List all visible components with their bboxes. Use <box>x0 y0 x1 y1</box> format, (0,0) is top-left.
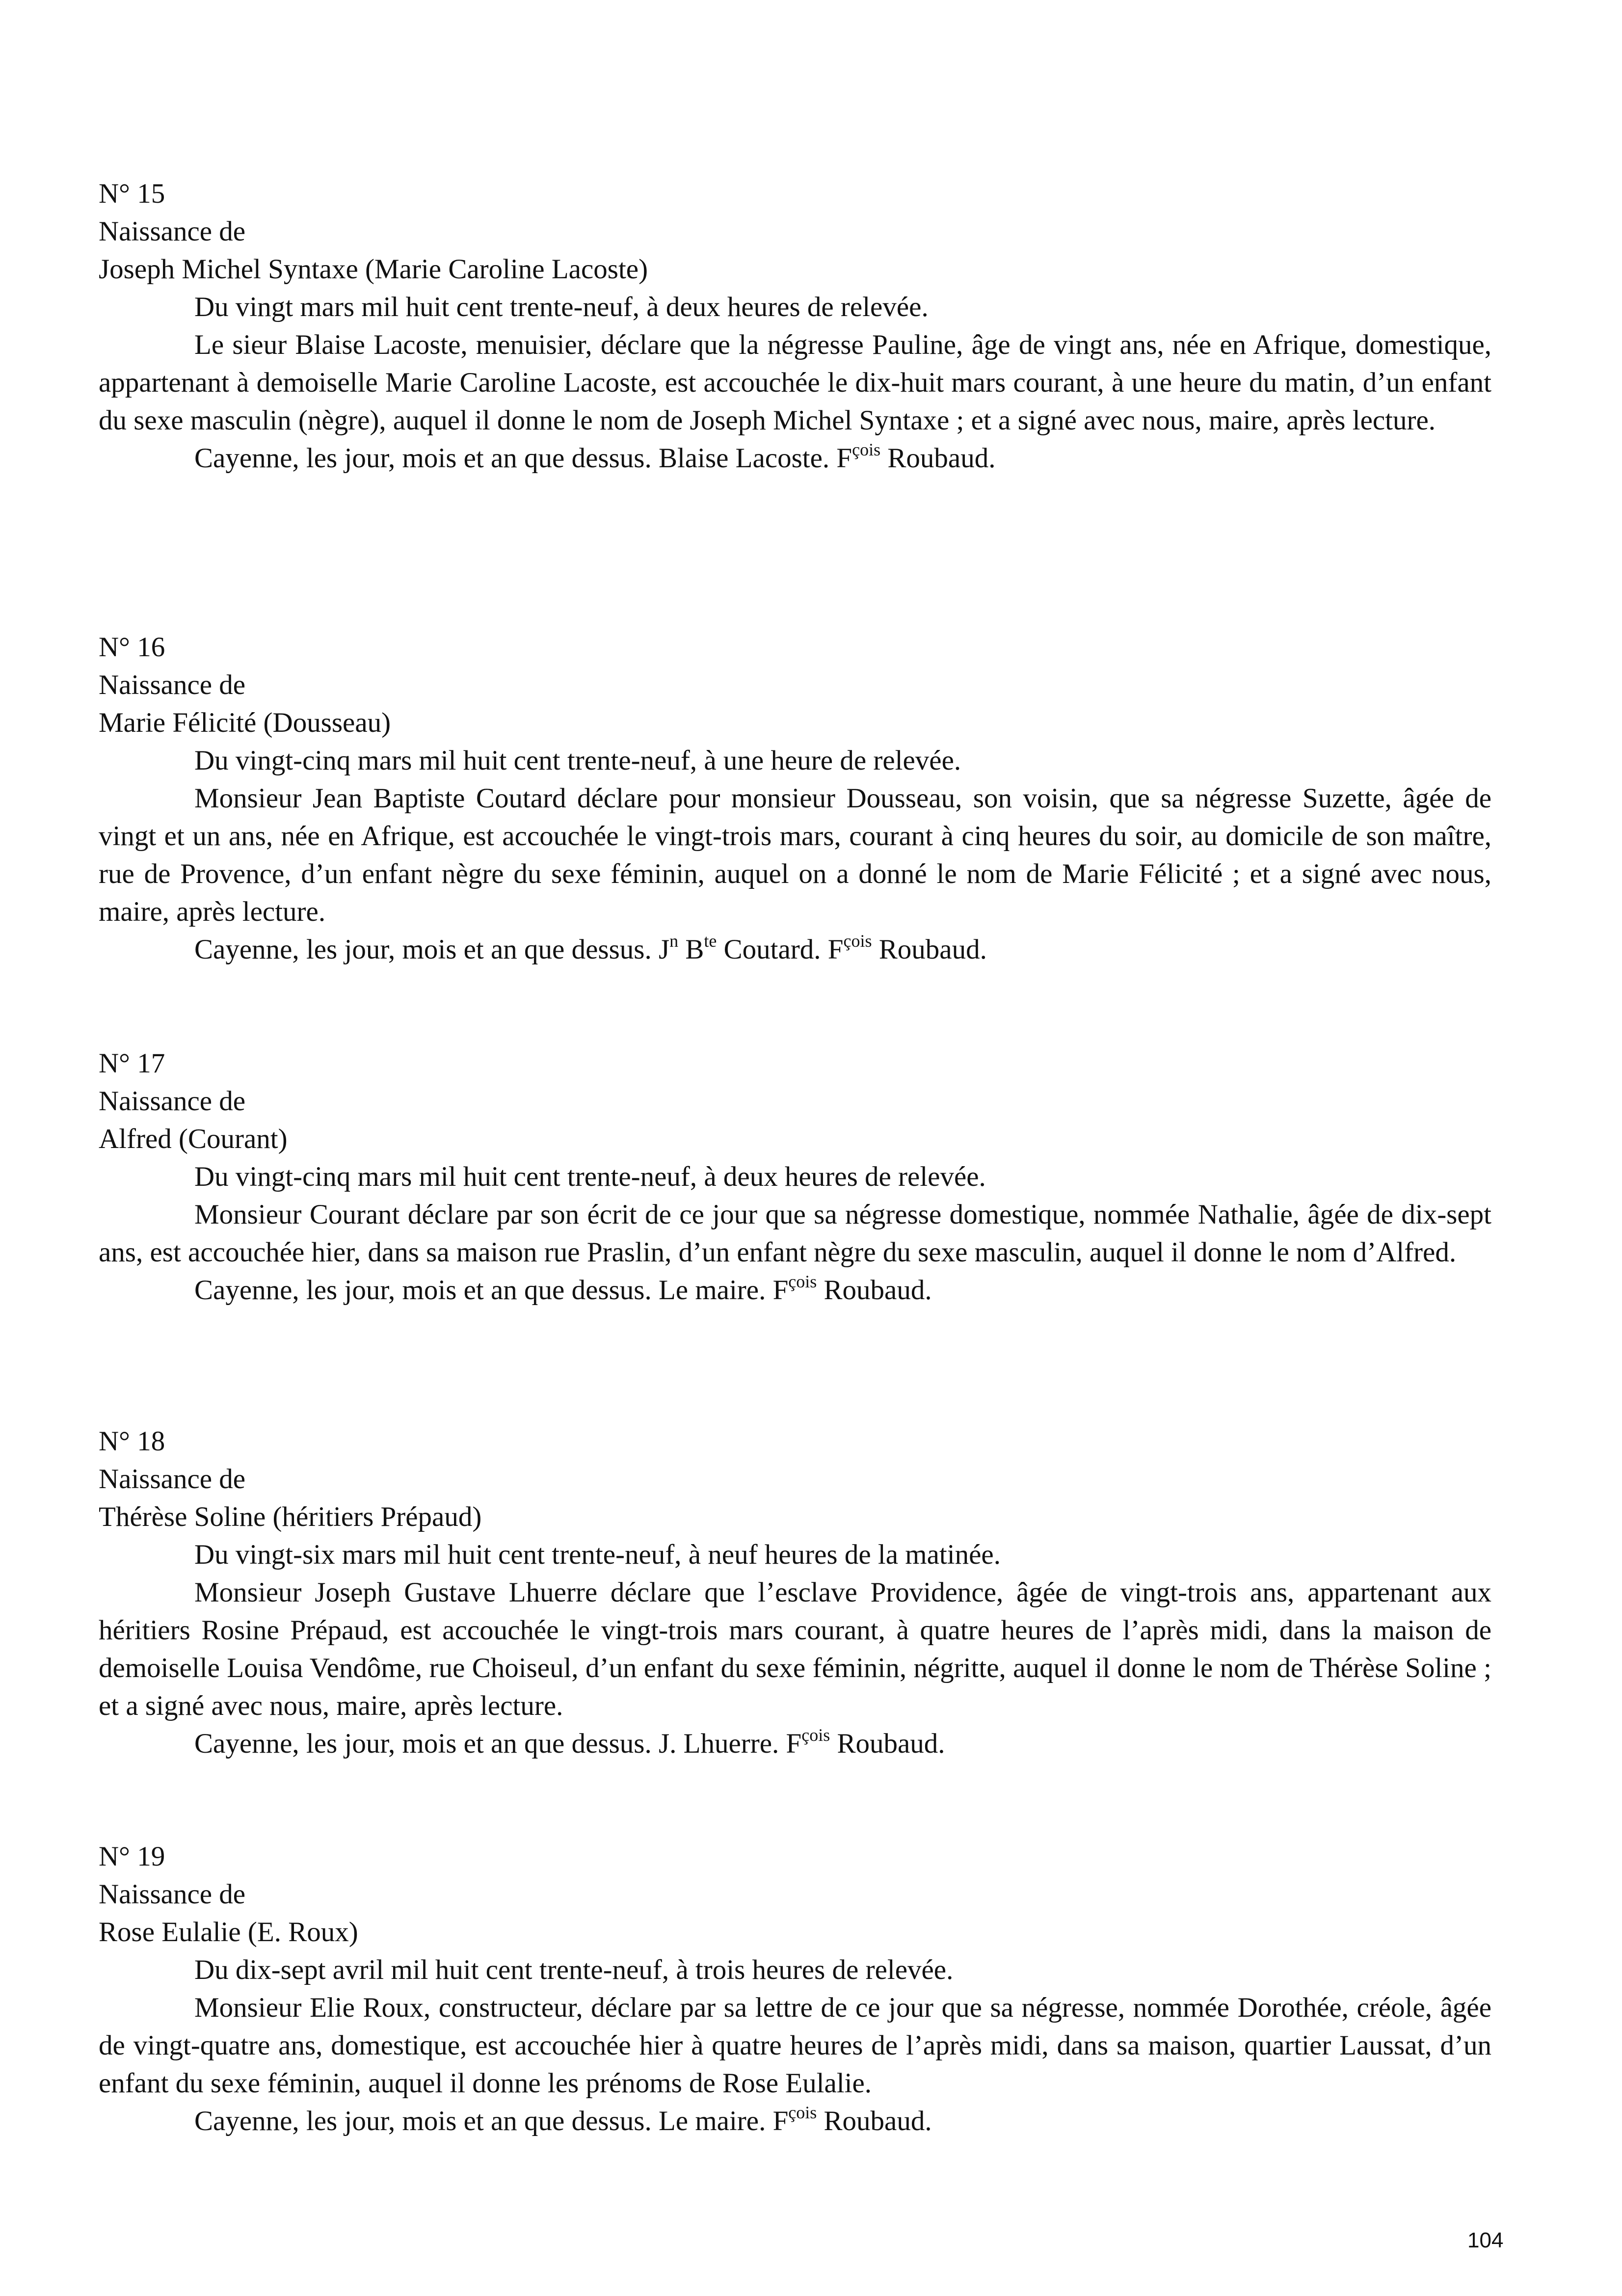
superscript-n: n <box>669 931 679 951</box>
birth-record-19 <box>99 1838 1491 2140</box>
record-type: Naissance de <box>99 1464 246 1495</box>
birth-record-18 <box>99 1422 1491 1762</box>
record-closing <box>99 1271 1491 1309</box>
signature-superscript: çois <box>801 1725 830 1745</box>
closing-text: Cayenne, les jour, mois et an que dessus. Le maire. <box>194 1275 773 1306</box>
closing-text: Cayenne, les jour, mois et an que dessus. Le maire. <box>194 2106 773 2136</box>
signature-superscript: çois <box>788 1272 817 1291</box>
birth-record-17 <box>99 1044 1491 1309</box>
record-name: Marie Félicité (Dousseau) <box>99 707 391 738</box>
closing-text: Cayenne, les jour, mois et an que dessus. J <box>194 934 670 965</box>
signature-name: Roubaud. <box>880 443 996 474</box>
superscript-te: te <box>704 931 717 951</box>
closing-text-c: Coutard. <box>717 934 828 965</box>
record-date: Du vingt-six mars mil huit cent trente-neuf, à neuf heures de la matinée. <box>194 1539 1001 1570</box>
record-body: Monsieur Joseph Gustave Lhuerre déclare que l’esclave Providence, âgée de vingt-trois ans, appartenant aux héritiers Rosine Prépaud, est accouchée le vingt-trois mars courant, à quatre heures de l’après midi, dans la maison de demoiselle Louisa Vendôme, rue Choiseul, d’un enfant du sexe féminin, négritte, auquel il donne le nom de Thérèse Soline ; et a signé avec nous, maire, après lecture. <box>99 1577 1491 1721</box>
signature-initial: F <box>827 934 844 965</box>
record-type: Naissance de <box>99 1879 246 1910</box>
signature-superscript: çois <box>843 931 872 951</box>
signature-initial: F <box>772 1275 789 1306</box>
record-body: Monsieur Elie Roux, constructeur, déclare par sa lettre de ce jour que sa négresse, nommée Dorothée, créole, âgée de vingt-quatre ans, domestique, est accouchée hier à quatre heures de l’après midi, dans sa maison, quartier Laussat, d’un enfant du sexe féminin, auquel il donne les prénoms de Rose Eulalie. <box>99 1992 1491 2099</box>
closing-text: Cayenne, les jour, mois et an que dessus. Blaise Lacoste. <box>194 443 837 474</box>
record-date: Du vingt mars mil huit cent trente-neuf, à deux heures de relevée. <box>194 292 929 322</box>
record-closing <box>99 1725 1491 1762</box>
record-closing <box>99 2102 1491 2140</box>
birth-record-16 <box>99 628 1491 968</box>
signature-name: Roubaud. <box>830 1728 945 1759</box>
record-closing <box>99 439 1491 477</box>
record-date: Du vingt-cinq mars mil huit cent trente-neuf, à une heure de relevée. <box>194 745 961 776</box>
signature-name: Roubaud. <box>872 934 987 965</box>
record-date: Du dix-sept avril mil huit cent trente-neuf, à trois heures de relevée. <box>194 1954 954 1985</box>
closing-text-b: B <box>678 934 704 965</box>
signature-initial: F <box>772 2106 789 2136</box>
record-number: N° 15 <box>99 178 165 209</box>
record-closing <box>99 931 1491 968</box>
record-name: Thérèse Soline (héritiers Prépaud) <box>99 1501 482 1532</box>
signature-initial: F <box>786 1728 802 1759</box>
signature-initial: F <box>836 443 852 474</box>
record-type: Naissance de <box>99 669 246 700</box>
record-date: Du vingt-cinq mars mil huit cent trente-neuf, à deux heures de relevée. <box>194 1161 986 1192</box>
signature-superscript: çois <box>788 2103 817 2122</box>
record-number: N° 16 <box>99 632 165 663</box>
record-name: Alfred (Courant) <box>99 1123 288 1154</box>
record-number: N° 18 <box>99 1426 165 1457</box>
record-type: Naissance de <box>99 216 246 247</box>
signature-name: Roubaud. <box>817 1275 932 1306</box>
record-number: N° 17 <box>99 1048 165 1079</box>
signature-superscript: çois <box>852 440 881 459</box>
record-name: Rose Eulalie (E. Roux) <box>99 1917 358 1948</box>
record-name: Joseph Michel Syntaxe (Marie Caroline Lacoste) <box>99 254 648 285</box>
closing-text: Cayenne, les jour, mois et an que dessus. J. Lhuerre. <box>194 1728 786 1759</box>
record-number: N° 19 <box>99 1841 165 1872</box>
signature-name: Roubaud. <box>817 2106 932 2136</box>
record-body: Le sieur Blaise Lacoste, menuisier, déclare que la négresse Pauline, âge de vingt ans, née en Afrique, domestique, appartenant à demoiselle Marie Caroline Lacoste, est accouchée le dix-huit mars courant, à une heure du matin, d’un enfant du sexe masculin (nègre), auquel il donne le nom de Joseph Michel Syntaxe ; et a signé avec nous, maire, après lecture. <box>99 329 1491 436</box>
record-type: Naissance de <box>99 1086 246 1117</box>
record-body: Monsieur Jean Baptiste Coutard déclare pour monsieur Dousseau, son voisin, que sa négresse Suzette, âgée de vingt et un ans, née en Afrique, est accouchée le vingt-trois mars, courant à cinq heures du soir, au domicile de son maître, rue de Provence, d’un enfant nègre du sexe féminin, auquel on a donné le nom de Marie Félicité ; et a signé avec nous, maire, après lecture. <box>99 783 1491 927</box>
record-body: Monsieur Courant déclare par son écrit de ce jour que sa négresse domestique, nommée Nathalie, âgée de dix-sept ans, est accouchée hier, dans sa maison rue Praslin, d’un enfant nègre du sexe masculin, auquel il donne le nom d’Alfred. <box>99 1199 1491 1268</box>
birth-record-15 <box>99 175 1491 477</box>
page-number: 104 <box>1467 2228 1504 2252</box>
